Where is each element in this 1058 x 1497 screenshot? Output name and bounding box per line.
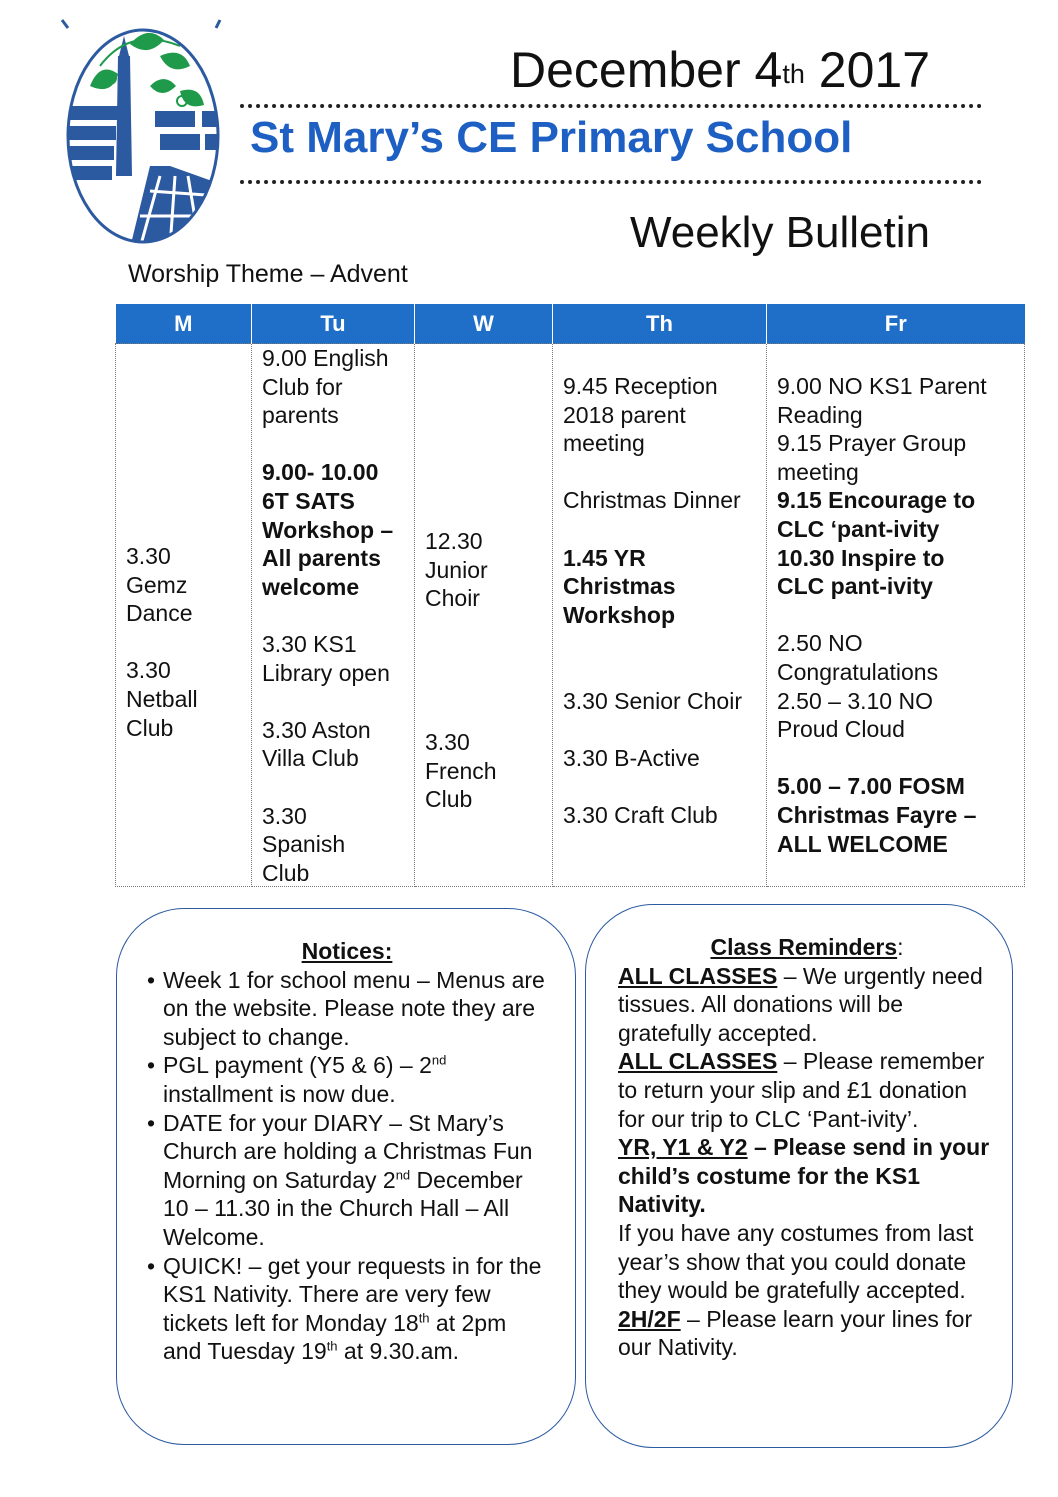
cell-wednesday: [415, 344, 553, 887]
friday-line: [777, 744, 1018, 773]
thursday-line: Christmas: [563, 573, 676, 600]
reminders-title: Class Reminders:: [710, 934, 904, 960]
friday-line: Christmas Fayre –: [777, 801, 977, 828]
tuesday-line: 3.30 Aston: [262, 716, 371, 743]
thursday-line: [563, 515, 760, 544]
friday-line: [777, 601, 1018, 630]
tuesday-line: 9.00 English: [262, 345, 389, 371]
wednesday-line: Club: [425, 786, 473, 813]
reminder-item: 2H/2F – Please learn your lines for our Nativity.: [618, 1305, 973, 1361]
dotted-divider-bottom: [240, 180, 982, 184]
thursday-line: 3.30 Senior Choir: [563, 687, 742, 714]
notices-box: [116, 908, 576, 1445]
header-monday: M: [116, 304, 252, 344]
tuesday-line: Workshop –: [262, 516, 394, 543]
monday-line: Club: [126, 714, 174, 741]
friday-line: 2.50 – 3.10 NO: [777, 687, 933, 714]
bulletin-title: Weekly Bulletin: [630, 208, 930, 257]
monday-line: 3.30: [126, 543, 171, 569]
notices-title: Notices:: [301, 938, 393, 964]
thursday-line: [563, 658, 760, 687]
header-tuesday: Tu: [252, 304, 415, 344]
thursday-line: 9.45 Reception: [563, 373, 718, 399]
tuesday-line: All parents: [262, 545, 381, 572]
tuesday-line: [262, 601, 408, 630]
tuesday-line: Library open: [262, 659, 390, 686]
cell-thursday: [553, 344, 767, 887]
tuesday-line: [262, 430, 408, 459]
thursday-line: [563, 458, 760, 487]
friday-line: CLC pant-ivity: [777, 573, 933, 600]
thursday-line: 2018 parent: [563, 401, 686, 428]
friday-line: meeting: [777, 458, 859, 485]
cell-tuesday: [252, 344, 415, 887]
cell-monday: [116, 344, 252, 887]
tuesday-line: 6T SATS: [262, 487, 355, 514]
tuesday-line: Spanish: [262, 831, 346, 858]
wednesday-line: French: [425, 757, 497, 784]
tuesday-line: parents: [262, 402, 339, 429]
reminder-item: ALL CLASSES – We urgently need tissues. All donations will be gratefully accepted.: [618, 962, 983, 1046]
bulletin-date: December 4th 2017: [509, 42, 930, 98]
tuesday-line: [262, 687, 408, 716]
friday-line: CLC ‘pant-ivity: [777, 515, 940, 542]
tuesday-line: Club: [262, 859, 310, 886]
notice-item: • QUICK! – get your requests in for the KS1 Nativity. There are very few tickets left for Monday 18th at 2pm and Tuesday 19th at 9.30.am.: [147, 1252, 547, 1366]
reminder-item: If you have any costumes from last year’s show that you could donate they would be gratefully accepted.: [618, 1219, 974, 1304]
notice-item: • Week 1 for school menu – Menus are on the website. Please note they are subject to change.: [147, 966, 547, 1052]
header-friday: Fr: [767, 304, 1025, 344]
friday-line: 2.50 NO: [777, 630, 863, 657]
reminder-item: ALL CLASSES – Please remember to return your slip and £1 donation for our trip to CLC ‘Pant-ivity’.: [618, 1048, 985, 1132]
friday-line: Proud Cloud: [777, 716, 905, 743]
wednesday-line: 12.30: [425, 528, 483, 554]
friday-line: Congratulations: [777, 658, 939, 685]
class-reminders-box: [585, 904, 1013, 1448]
monday-line: 3.30: [126, 657, 171, 684]
notice-item: • PGL payment (Y5 & 6) – 2nd installment is now due.: [147, 1051, 547, 1108]
tuesday-line: 3.30: [262, 802, 307, 829]
thursday-line: [563, 629, 760, 658]
friday-line: ALL WELCOME: [777, 830, 948, 857]
monday-line: [126, 628, 245, 657]
tuesday-line: 3.30 KS1: [262, 630, 357, 657]
thursday-line: [563, 772, 760, 801]
notice-item: • DATE for your DIARY – St Mary’s Church are holding a Christmas Fun Morning on Saturday 2nd December 10 – 11.30 in the Church Hall – All Welcome.: [147, 1109, 547, 1252]
monday-line: Dance: [126, 600, 193, 627]
worship-theme: Worship Theme – Advent: [128, 260, 408, 288]
thursday-line: 3.30 Craft Club: [563, 801, 718, 828]
friday-line: 10.30 Inspire to: [777, 544, 945, 571]
friday-line: 9.15 Prayer Group: [777, 430, 967, 457]
notices-list: [147, 966, 547, 1366]
reminder-item: YR, Y1 & Y2 – Please send in your child’s costume for the KS1 Nativity.: [618, 1134, 990, 1218]
tuesday-line: Villa Club: [262, 745, 359, 772]
monday-line: Gemz: [126, 571, 188, 598]
school-logo: [60, 16, 226, 248]
weekly-timetable: [115, 304, 1025, 887]
monday-line: Netball: [126, 685, 198, 712]
thursday-line: meeting: [563, 430, 645, 457]
thursday-line: Workshop: [563, 601, 676, 628]
friday-line: Reading: [777, 401, 863, 428]
dotted-divider-top: [240, 104, 982, 108]
wednesday-line: Choir: [425, 585, 480, 612]
header-wednesday: W: [415, 304, 553, 344]
friday-line: 9.15 Encourage to: [777, 487, 976, 514]
wednesday-line: Junior: [425, 556, 488, 583]
thursday-line: [563, 715, 760, 744]
tuesday-line: Club for: [262, 373, 343, 400]
cell-friday: [767, 344, 1025, 887]
thursday-line: 1.45 YR: [563, 544, 646, 571]
friday-line: 5.00 – 7.00 FOSM: [777, 773, 965, 800]
tuesday-line: welcome: [262, 573, 360, 600]
school-name: St Mary’s CE Primary School: [250, 113, 853, 162]
tuesday-line: 9.00- 10.00: [262, 459, 379, 486]
wednesday-line: 3.30: [425, 729, 470, 755]
tuesday-line: [262, 773, 408, 802]
thursday-line: Christmas Dinner: [563, 487, 741, 514]
header-thursday: Th: [553, 304, 767, 344]
thursday-line: 3.30 B-Active: [563, 744, 700, 771]
friday-line: 9.00 NO KS1 Parent: [777, 373, 987, 399]
